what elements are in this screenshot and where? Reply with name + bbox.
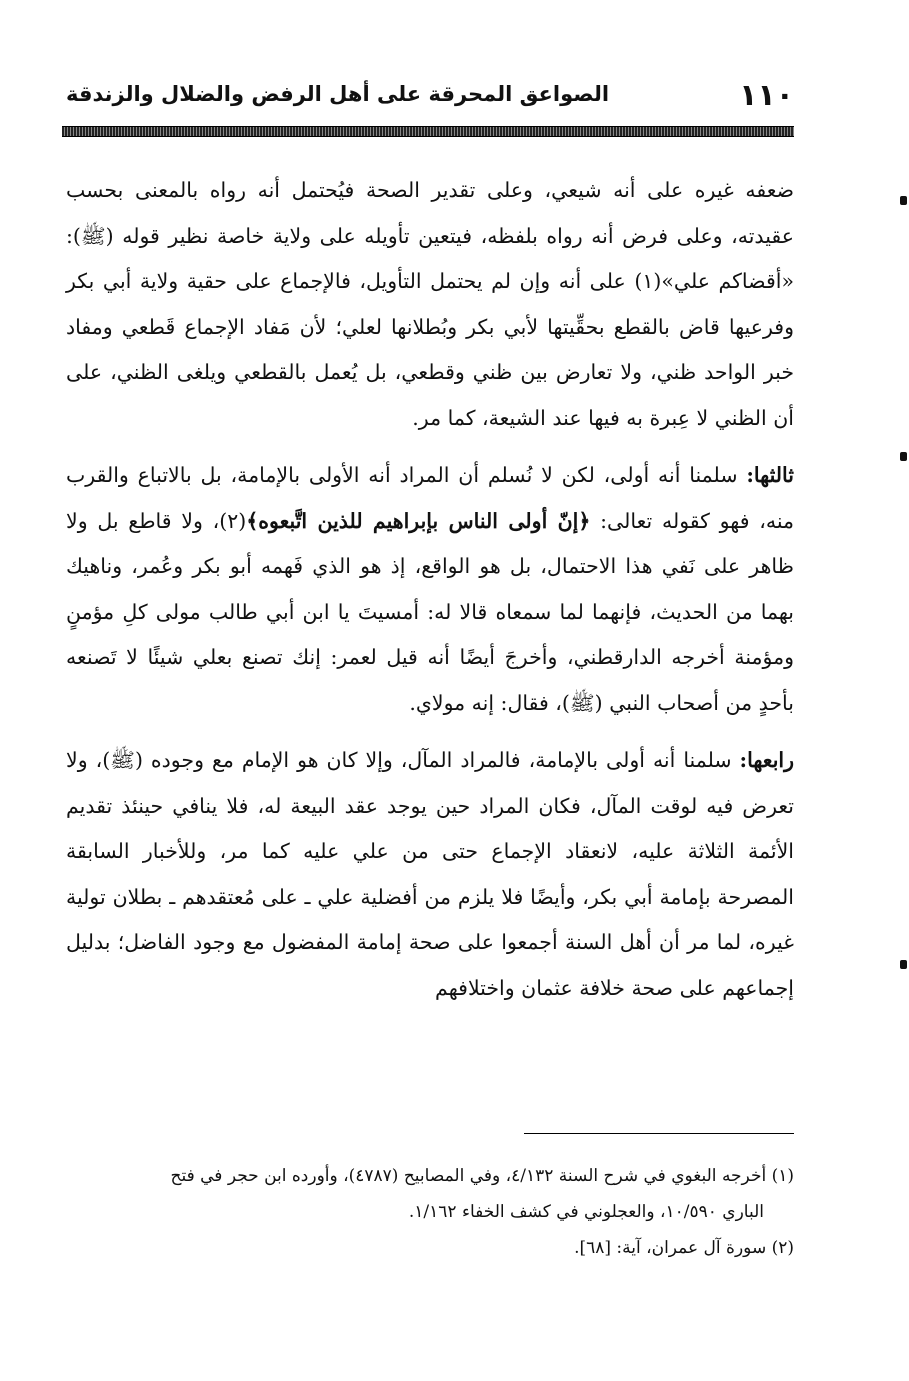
paragraph-1: ضعفه غيره على أنه شيعي، وعلى تقدير الصحة فيُحتمل أنه رواه بالمعنى بحسب عقيدته، وعلى فرض أنه رواه بلفظه، فيتعين تأويله على ولاية خاصة نظير قوله (ﷺ): «أقضاكم علي»(١) على أنه وإن لم يحتمل التأويل، فالإجماع على حقية ولاية أبي بكر وفرعيها قاض بالقطع بحقِّيتها لأبي بكر وبُطلانها لعلي؛ لأن مَفاد الإجماع قَطعي ومفاد خبر الواحد ظني، ولا تعارض بين ظني وقطعي، بل يُعمل بالقطعي ويلغى الظني، على أن الظني لا عِبرة به فيها عند الشيعة، كما مر. [66,178,794,430]
footnote-1-line-1: (١) أخرجه البغوي في شرح السنة ٤/١٣٢، وفي المصابيح (٤٧٨٧)، وأورده ابن حجر في فتح [170,1166,794,1186]
footnote-1-line-2: الباري ١٠/٥٩٠، والعجلوني في كشف الخفاء ١/١٦٢. [408,1202,764,1222]
main-text [66,168,794,1023]
paragraph-2 [66,453,794,726]
footnotes [66,1158,794,1266]
paragraph-2-lead: ثالثها: [746,463,794,487]
footnote-2: (٢) سورة آل عمران، آية: [٦٨]. [574,1238,794,1258]
paragraph-2-text-b: (٢)، ولا قاطع بل ولا ظاهر على نَفي هذا الاحتمال، بل هو الواقع، إذ هو الذي فَهمه أبو بكر وعُمر، وناهيك بهما من الحديث، فإنهما لما سمعاه قالا له: أمسيتَ يا ابن أبي طالب مولى كلِ مؤمنٍ ومؤمنة أخرجه الدارقطني، وأخرجَ أيضًا أنه قيل لعمر: إنك تصنع بعلي شيئًا لا تَصنعه بأحدٍ من أصحاب النبي (ﷺ)، فقال: إنه مولاي. [66,508,795,715]
page-header [66,78,794,124]
margin-mark [900,960,907,969]
header-divider [62,126,794,137]
footnote-divider [524,1133,794,1134]
paragraph-3-text: سلمنا أنه أولى بالإمامة، فالمراد المآل، وإلا كان هو الإمام مع وجوده (ﷺ)، ولا تعرض فيه لوقت المآل، فكان المراد حين يوجد عقد البيعة له، فلا ينافي حينئذ تقديم الأئمة الثلاثة عليه، لانعقاد الإجماع حتى من علي عليه كما مر، وللأخبار السابقة المصرحة بإمامة أبي بكر، وأيضًا فلا يلزم من أفضلية علي ـ على مُعتقدهم ـ بطلان تولية غيره، لما مر أن أهل السنة أجمعوا على صحة إمامة المفضول مع وجود الفاضل؛ بدليل إجماعهم على صحة خلافة عثمان واختلافهم [66,748,794,1000]
paragraph-3 [66,738,794,1011]
running-title: الصواعق المحرقة على أهل الرفض والضلال والزندقة [66,82,610,106]
quran-verse: ﴿إنّ أولى الناس بإبراهيم للذين اتَّبعوه﴾ [246,508,591,533]
page-number: ١١٠ [739,78,794,113]
margin-mark [900,196,907,205]
paragraph-2-text-a: سلمنا أنه أولى، لكن لا نُسلم أن المراد أنه الأولى بالإمامة، بل بالاتباع والقرب منه، فهو كقوله تعالى: [66,463,795,533]
margin-mark [900,452,907,461]
paragraph-3-lead: رابعها: [739,748,794,772]
